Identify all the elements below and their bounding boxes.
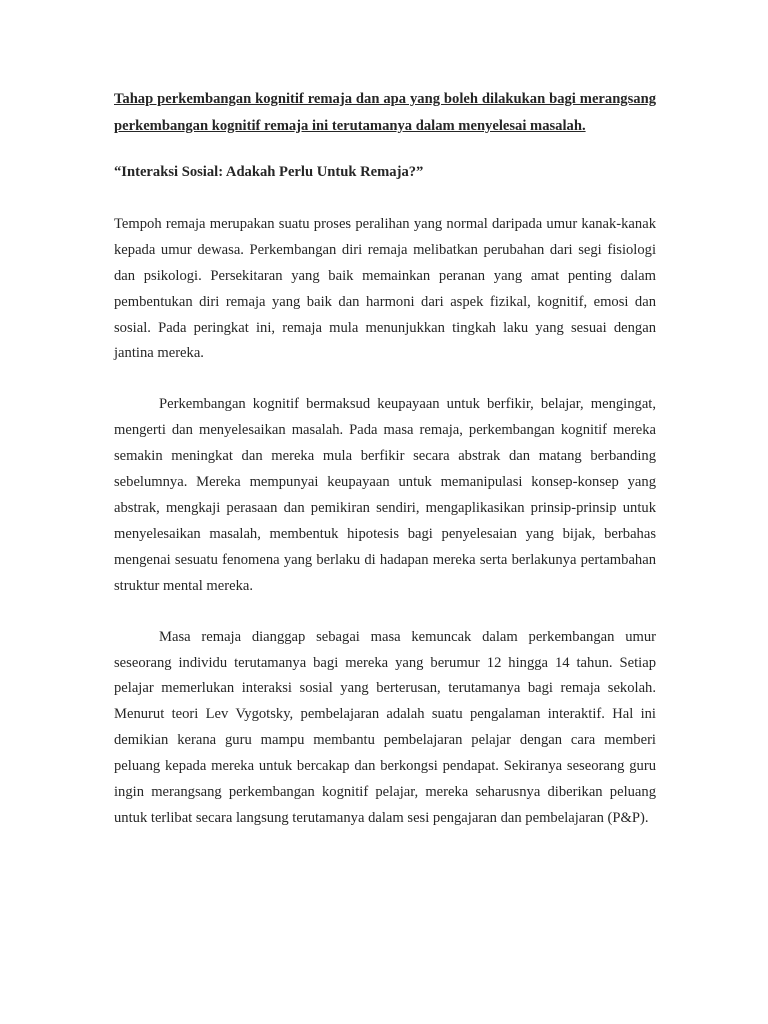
document-subtitle: “Interaksi Sosial: Adakah Perlu Untuk Remaja?” bbox=[114, 164, 424, 180]
document-title: Tahap perkembangan kognitif remaja dan apa yang boleh dilakukan bagi merangsang perkembangan kognitif remaja ini terutamanya dalam menyelesai masalah. bbox=[114, 91, 656, 134]
document-body bbox=[114, 86, 656, 857]
paragraph-1: Tempoh remaja merupakan suatu proses peralihan yang normal daripada umur kanak-kanak kepada umur dewasa. Perkembangan diri remaja melibatkan perubahan dari segi fisiologi dan psikologi. Persekitaran yang baik memainkan peranan yang amat penting dalam pembentukan diri remaja yang baik dan harmoni dari aspek fizikal, kognitif, emosi dan sosial. Pada peringkat ini, remaja mula menunjukkan tingkah laku yang sesuai dengan jantina mereka. bbox=[114, 215, 656, 362]
paragraph-2: Perkembangan kognitif bermaksud keupayaan untuk berfikir, belajar, mengingat, mengerti dan menyelesaikan masalah. Pada masa remaja, perkembangan kognitif mereka semakin meningkat dan mereka mula berfikir secara abstrak dan matang berbanding sebelumnya. Mereka mempunyai keupayaan untuk memanipulasi konsep-konsep yang abstrak, mengkaji perasaan dan pemikiran sendiri, mengaplikasikan prinsip-prinsip untuk menyelesaikan masalah, membentuk hipotesis bagi penyelesaian yang bijak, berbahas mengenai sesuatu fenomena yang berlaku di hadapan mereka serta berlakunya pertambahan struktur mental mereka. bbox=[114, 396, 656, 594]
paragraph-3: Masa remaja dianggap sebagai masa kemuncak dalam perkembangan umur seseorang individu terutamanya bagi mereka yang berumur 12 hingga 14 tahun. Setiap pelajar memerlukan interaksi sosial yang berterusan, terutamanya bagi remaja sekolah. Menurut teori Lev Vygotsky, pembelajaran adalah suatu pengalaman interaktif. Hal ini demikian kerana guru mampu membantu pembelajaran pelajar dengan cara memberi peluang kepada mereka untuk bercakap dan berkongsi pendapat. Sekiranya seseorang guru ingin merangsang perkembangan kognitif pelajar, mereka seharusnya diberikan peluang untuk terlibat secara langsung terutamanya dalam sesi pengajaran dan pembelajaran (P&P). bbox=[114, 628, 656, 826]
